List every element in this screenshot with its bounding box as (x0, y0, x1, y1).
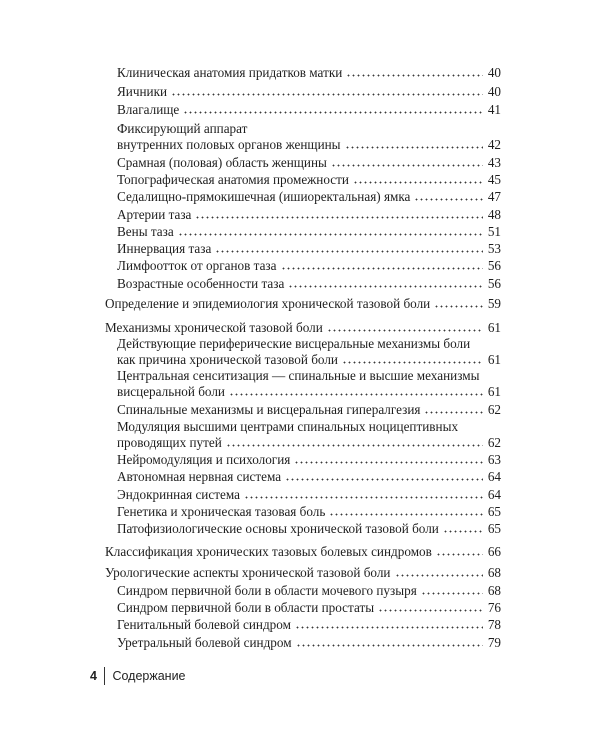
toc-entry (117, 600, 487, 616)
toc-page-number: 56 (487, 276, 501, 291)
toc-entry (117, 172, 487, 188)
dot-leader (229, 386, 483, 396)
toc-entry-title: Генитальный болевой синдром (117, 617, 291, 632)
toc-entry-title: Механизмы хронической тазовой боли (105, 320, 323, 335)
dot-leader (421, 585, 483, 595)
toc-page-number: 56 (487, 258, 501, 273)
dot-leader (244, 489, 483, 499)
toc-entry (117, 102, 487, 118)
dot-leader (285, 471, 483, 481)
toc-page-number: 43 (487, 155, 501, 170)
page-footer (90, 667, 186, 685)
toc-page-number: 78 (487, 617, 501, 632)
toc-page-number: 66 (487, 544, 501, 559)
toc-entry-title: Нейромодуляция и психология (117, 452, 291, 467)
toc-page-number: 59 (487, 296, 501, 311)
toc-page-number: 76 (487, 600, 501, 615)
toc-entry-title: Классификация хронических тазовых болевых синдромов (105, 544, 432, 559)
dot-leader (443, 523, 483, 533)
toc-page-number: 53 (487, 241, 501, 256)
dot-leader (226, 437, 483, 447)
toc-section-entry (105, 296, 487, 312)
toc-entry (117, 452, 487, 468)
dot-leader (345, 139, 483, 149)
toc-entry (117, 635, 487, 651)
toc-page-number: 63 (487, 452, 501, 467)
toc-entry-title: Клиническая анатомия придатков матки (117, 65, 343, 80)
toc-page-number: 65 (487, 521, 501, 536)
toc-entry-title: Спинальные механизмы и висцеральная гипералгезия (117, 402, 421, 417)
toc-entry-title: Синдром первичной боли в области мочевого пузыря (117, 583, 417, 598)
dot-leader (331, 157, 483, 167)
toc-entry-title-line1: Фиксирующий аппарат (117, 121, 248, 136)
toc-page-number: 48 (487, 207, 501, 222)
toc-page-number: 79 (487, 635, 501, 650)
toc-page-number: 68 (487, 565, 501, 580)
toc-page-number: 64 (487, 487, 501, 502)
dot-leader (281, 260, 484, 270)
toc-section-entry (105, 565, 487, 581)
toc-entry (117, 121, 487, 153)
toc-entry-title: Срамная (половая) область женщины (117, 155, 327, 170)
toc-entry-title: Патофизиологические основы хронической тазовой боли (117, 521, 439, 536)
toc-page-number: 65 (487, 504, 501, 519)
dot-leader (178, 226, 483, 236)
dot-leader (288, 278, 483, 288)
toc-entry-title: Синдром первичной боли в области простаты (117, 600, 375, 615)
toc-entry-title-line2: висцеральной боли (117, 384, 225, 399)
running-title: Содержание (112, 669, 186, 683)
toc-entry (117, 504, 487, 520)
toc-entry-title: Уретральный болевой синдром (117, 635, 292, 650)
toc-entry-title: Вены таза (117, 224, 174, 239)
toc-page-number: 62 (487, 435, 501, 450)
dot-leader (171, 86, 483, 96)
toc-section-entry (105, 544, 487, 560)
toc-entry-title: Генетика и хроническая тазовая боль (117, 504, 326, 519)
toc-entry-title-line2: как причина хронической тазовой боли (117, 352, 338, 367)
dot-leader (395, 567, 484, 577)
toc-entry-title-line1: Центральная сенситизация — спинальные и высшие механизмы (117, 368, 480, 383)
dot-leader (414, 191, 483, 201)
dot-leader (436, 546, 483, 556)
footer-divider (104, 667, 106, 685)
toc-page-number: 61 (487, 320, 501, 335)
toc-entry-title-line2: внутренних половых органов женщины (117, 137, 341, 152)
toc-entry (117, 402, 487, 418)
dot-leader (329, 506, 483, 516)
toc-entry-title: Влагалище (117, 102, 180, 117)
toc-entry (117, 617, 487, 633)
toc-entry (117, 276, 487, 292)
toc-entry-title: Лимфоотток от органов таза (117, 258, 277, 273)
dot-leader (296, 637, 483, 647)
toc-entry (117, 224, 487, 240)
toc-entry (117, 469, 487, 485)
toc-entry-title: Яичники (117, 84, 168, 99)
dot-leader (195, 209, 483, 219)
toc-entry (117, 258, 487, 274)
dot-leader (183, 104, 483, 114)
page-number: 4 (90, 669, 97, 683)
dot-leader (353, 174, 483, 184)
toc-entry-title: Иннервация таза (117, 241, 212, 256)
dot-leader (434, 298, 483, 308)
toc-entry-title: Топографическая анатомия промежности (117, 172, 349, 187)
toc-page-number: 61 (487, 352, 501, 367)
toc-page-number: 40 (487, 84, 501, 99)
toc-entry (117, 487, 487, 503)
toc-page-number: 47 (487, 189, 501, 204)
toc-entry (117, 521, 487, 537)
toc-entry (117, 189, 487, 205)
toc-entry (117, 419, 487, 451)
dot-leader (342, 354, 483, 364)
toc-page-number: 45 (487, 172, 501, 187)
toc-page-number: 40 (487, 65, 501, 80)
toc-entry-title: Определение и эпидемиология хронической тазовой боли (105, 296, 431, 311)
toc-entry (117, 65, 487, 81)
toc-entry-title: Артерии таза (117, 207, 192, 222)
toc-entry (117, 84, 487, 100)
toc-entry-title-line1: Действующие периферические висцеральные механизмы боли (117, 336, 471, 351)
toc-entry-title: Автономная нервная система (117, 469, 282, 484)
toc-page-number: 62 (487, 402, 501, 417)
toc-page-number: 42 (487, 137, 501, 152)
toc-page-number: 64 (487, 469, 501, 484)
dot-leader (378, 602, 483, 612)
toc-entry (117, 368, 487, 400)
toc-section-entry (105, 320, 487, 336)
dot-leader (346, 67, 483, 77)
toc-entry-title: Эндокринная система (117, 487, 240, 502)
toc-entry (117, 241, 487, 257)
dot-leader (295, 619, 483, 629)
toc-page-number: 51 (487, 224, 501, 239)
dot-leader (327, 322, 483, 332)
toc-entry-title-line1: Модуляция высшими центрами спинальных ноцицептивных (117, 419, 459, 434)
toc-page-number: 68 (487, 583, 501, 598)
toc-entry-title-line2: проводящих путей (117, 435, 222, 450)
toc-entry (117, 207, 487, 223)
toc-entry-title: Седалищно-прямокишечная (ишиоректальная) ямка (117, 189, 411, 204)
toc-entry (117, 155, 487, 171)
dot-leader (215, 243, 483, 253)
dot-leader (424, 404, 483, 414)
toc-entry-title: Возрастные особенности таза (117, 276, 285, 291)
toc-entry (117, 336, 487, 368)
toc-entry (117, 583, 487, 599)
toc-page-number: 41 (487, 102, 501, 117)
toc-entry-title: Урологические аспекты хронической тазовой боли (105, 565, 391, 580)
toc-page-number: 61 (487, 384, 501, 399)
dot-leader (294, 454, 483, 464)
